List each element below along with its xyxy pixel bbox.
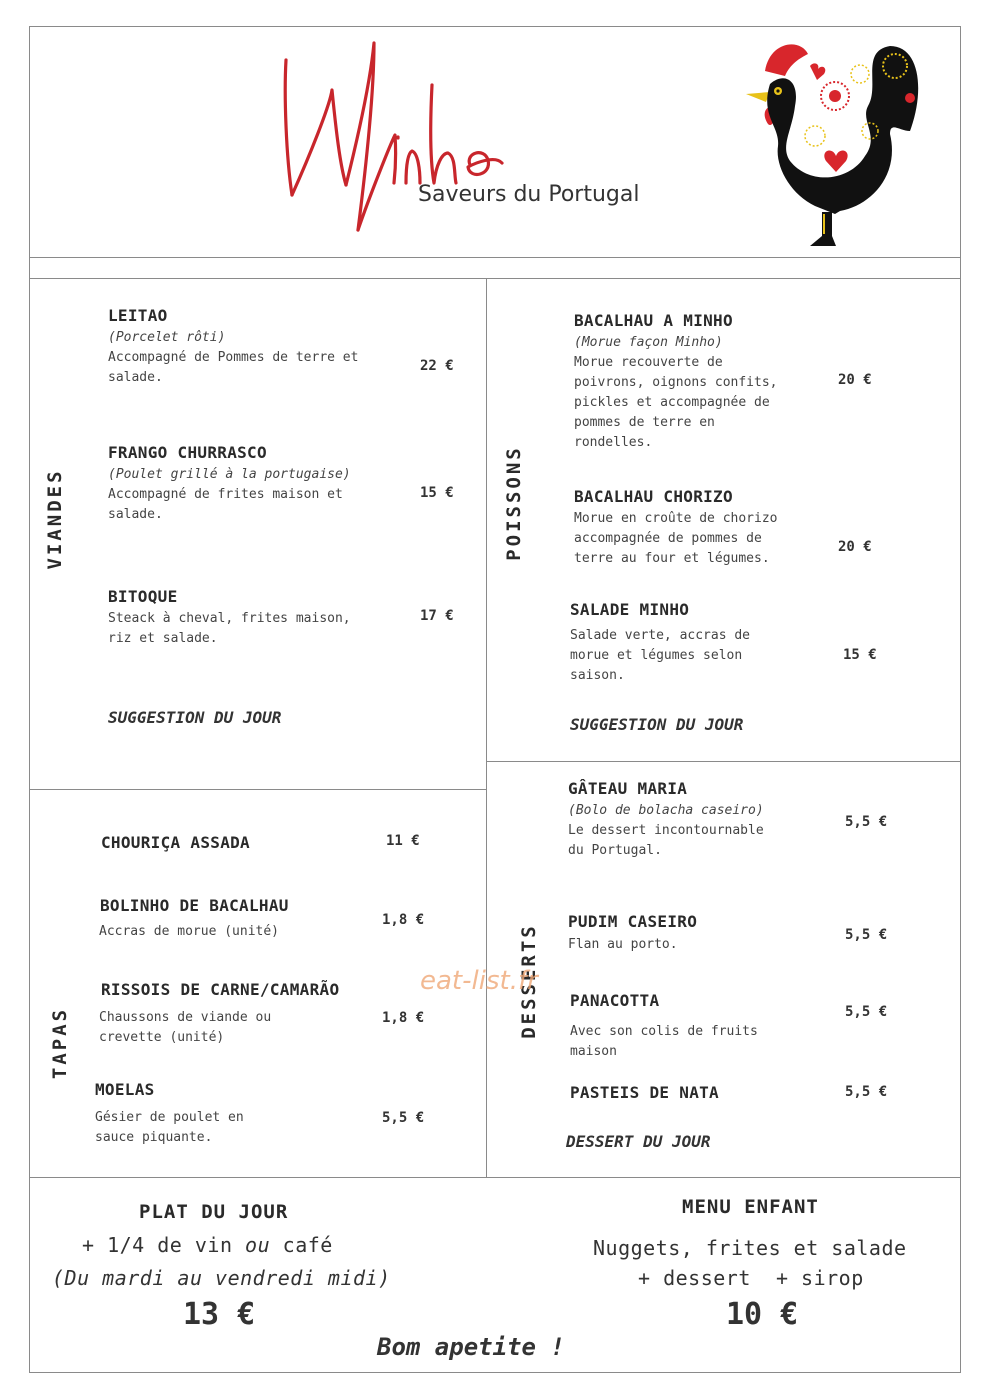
panacotta-price: 5,5 € [845, 1004, 888, 1020]
leitao-price: 22 € [420, 358, 454, 374]
menu-enfant-line1: Nuggets, frites et salade [593, 1236, 907, 1260]
watermark: eat-list.fr [420, 966, 538, 996]
rissois-price: 1,8 € [382, 1010, 425, 1026]
frango-name: FRANGO CHURRASCO [108, 443, 267, 462]
minho-logo [270, 35, 650, 245]
moelas-desc2: sauce piquante. [95, 1130, 213, 1145]
salade-minho-desc2: morue et légumes selon [570, 648, 743, 663]
bitoque-price: 17 € [420, 608, 454, 624]
plat-du-jour-price: 13 € [183, 1297, 256, 1332]
frango-price: 15 € [420, 485, 454, 501]
chourica-name: CHOURIÇA ASSADA [101, 833, 250, 852]
bitoque-name: BITOQUE [108, 587, 178, 606]
moelas-desc1: Gésier de poulet en [95, 1110, 244, 1125]
bacalhau-minho-name: BACALHAU A MINHO [574, 311, 733, 330]
plat-du-jour-line2: (Du mardi au vendredi midi) [52, 1266, 391, 1290]
poissons-label: POISSONS [503, 445, 525, 561]
frango-sub: (Poulet grillé à la portugaise) [108, 467, 351, 482]
header-band [29, 257, 961, 279]
panacotta-desc2: maison [570, 1044, 617, 1059]
bacalhau-minho-desc4: pommes de terre en [574, 415, 715, 430]
tagline: Saveurs du Portugal [418, 182, 640, 207]
viandes-suggestion: SUGGESTION DU JOUR [108, 708, 282, 727]
barcelos-rooster-icon [740, 36, 930, 252]
bacalhau-minho-desc1: Morue recouverte de [574, 355, 723, 370]
leitao-sub: (Porcelet rôti) [108, 330, 226, 345]
rissois-name: RISSOIS DE CARNE/CAMARÃO [101, 980, 340, 999]
salade-minho-name: SALADE MINHO [570, 600, 690, 619]
bacalhau-minho-desc3: pickles et accompagnée de [574, 395, 770, 410]
rissois-desc1: Chaussons de viande ou [99, 1010, 272, 1025]
pasteis-name: PASTEIS DE NATA [570, 1083, 719, 1102]
menu-enfant-line2: + dessert + sirop [638, 1266, 864, 1290]
plat-du-jour-line1-a: + 1/4 de vin [82, 1233, 246, 1257]
panacotta-desc1: Avec son colis de fruits [570, 1024, 758, 1039]
salade-minho-price: 15 € [843, 647, 877, 663]
bom-apetite: Bom apetite ! [377, 1333, 565, 1361]
bitoque-desc1: Steack à cheval, frites maison, [108, 611, 351, 626]
gateau-maria-name: GÂTEAU MARIA [568, 779, 688, 798]
bacalhau-chorizo-desc2: accompagnée de pommes de [574, 531, 762, 546]
gateau-maria-sub: (Bolo de bolacha caseiro) [568, 803, 764, 818]
pudim-desc1: Flan au porto. [568, 937, 678, 952]
gateau-maria-price: 5,5 € [845, 814, 888, 830]
desserts-label: DESSERTS [518, 923, 540, 1039]
menu-enfant-title: MENU ENFANT [682, 1196, 819, 1218]
plat-du-jour-line1-c: café [270, 1233, 333, 1257]
bitoque-desc2: riz et salade. [108, 631, 218, 646]
bacalhau-minho-sub: (Morue façon Minho) [574, 335, 723, 350]
pudim-name: PUDIM CASEIRO [568, 912, 698, 931]
chourica-price: 11 € [386, 833, 420, 849]
menu-enfant-price: 10 € [726, 1297, 799, 1332]
bacalhau-chorizo-name: BACALHAU CHORIZO [574, 487, 733, 506]
pasteis-price: 5,5 € [845, 1084, 888, 1100]
bacalhau-chorizo-price: 20 € [838, 539, 872, 555]
plat-du-jour-title: PLAT DU JOUR [139, 1201, 289, 1223]
bacalhau-minho-desc2: poivrons, oignons confits, [574, 375, 778, 390]
poissons-suggestion: SUGGESTION DU JOUR [570, 715, 744, 734]
bacalhau-chorizo-desc1: Morue en croûte de chorizo [574, 511, 778, 526]
salade-minho-desc1: Salade verte, accras de [570, 628, 751, 643]
bacalhau-chorizo-desc3: terre au four et légumes. [574, 551, 770, 566]
gateau-maria-desc2: du Portugal. [568, 843, 662, 858]
viandes-label: VIANDES [44, 468, 66, 570]
moelas-price: 5,5 € [382, 1110, 425, 1126]
plat-du-jour-line1 [82, 1233, 333, 1257]
gateau-maria-desc1: Le dessert incontournable [568, 823, 764, 838]
salade-minho-desc3: saison. [570, 668, 625, 683]
frango-desc2: salade. [108, 507, 163, 522]
leitao-name: LEITAO [108, 306, 168, 325]
leitao-desc2: salade. [108, 370, 163, 385]
rissois-desc2: crevette (unité) [99, 1030, 225, 1045]
plat-du-jour-line1-b: ou [245, 1233, 271, 1257]
bacalhau-minho-price: 20 € [838, 372, 872, 388]
bolinho-price: 1,8 € [382, 912, 425, 928]
frango-desc1: Accompagné de frites maison et [108, 487, 343, 502]
moelas-name: MOELAS [95, 1080, 155, 1099]
bolinho-name: BOLINHO DE BACALHAU [100, 896, 289, 915]
desserts-suggestion: DESSERT DU JOUR [566, 1132, 711, 1151]
bolinho-desc1: Accras de morue (unité) [99, 924, 280, 939]
leitao-desc1: Accompagné de Pommes de terre et [108, 350, 359, 365]
pudim-price: 5,5 € [845, 927, 888, 943]
panacotta-name: PANACOTTA [570, 991, 660, 1010]
bacalhau-minho-desc5: rondelles. [574, 435, 653, 450]
tapas-label: TAPAS [49, 1006, 71, 1080]
